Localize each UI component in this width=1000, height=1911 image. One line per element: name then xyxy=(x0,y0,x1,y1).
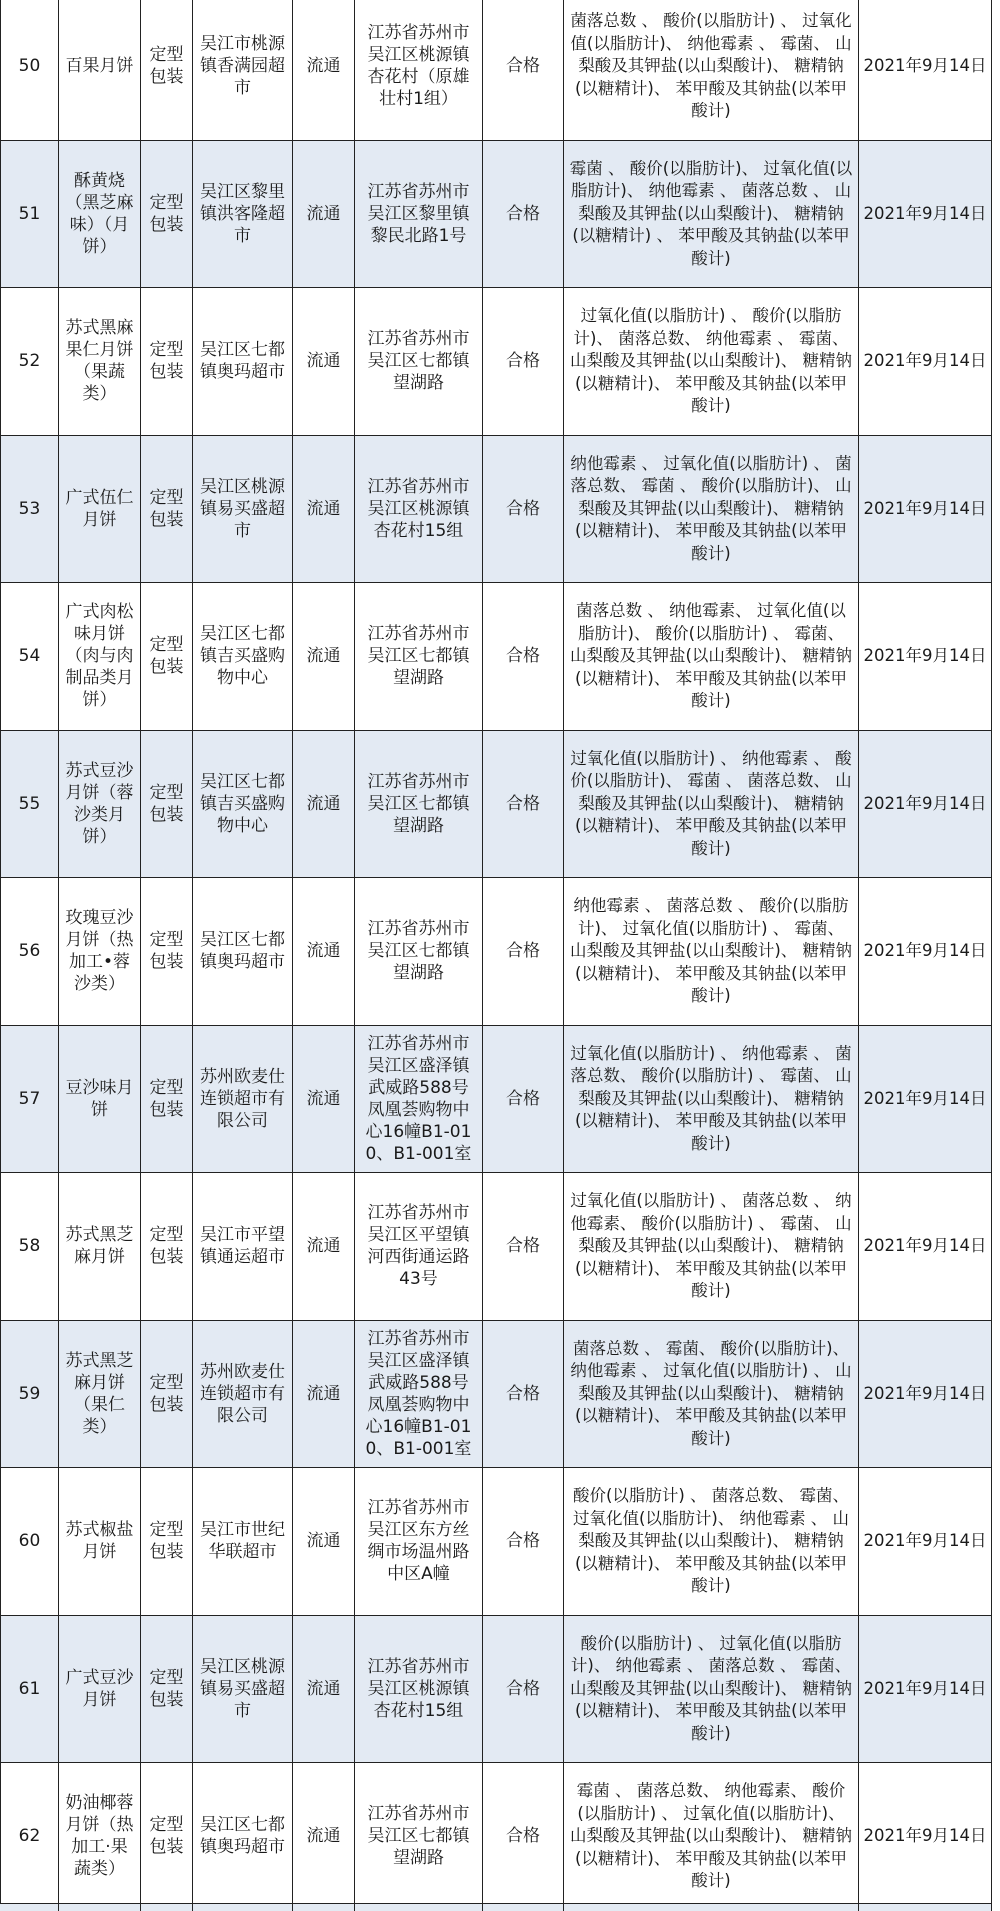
seller-address: 江苏省苏州市吴江区七都镇望湖路 xyxy=(355,878,483,1026)
sampling-link: 流通 xyxy=(293,1320,355,1468)
seller-name: 吴江区桃源镇易买盛超市 xyxy=(193,435,293,583)
seller-name: 吴江市平望镇通运超市 xyxy=(193,1173,293,1321)
product-name: 酥黄烧（黑芝麻味）（月饼） xyxy=(59,140,141,288)
test-items: 过氧化值(以脂肪计) 、 纳他霉素 、 酸价(以脂肪计)、 霉菌 、 菌落总数、 山梨酸及其钾盐(以山梨酸计)、 糖精钠(以糖精计)、 苯甲酸及其钠盐(以苯甲酸计) xyxy=(564,730,859,878)
sampling-link: 流通 xyxy=(293,140,355,288)
packaging-type: 定型包装 xyxy=(141,435,193,583)
packaging-type: 定型包装 xyxy=(141,730,193,878)
announcement-date: 2021年9月14日 xyxy=(859,1615,992,1763)
sampling-link: 流通 xyxy=(293,878,355,1026)
seller-address: 江苏省苏州市吴江区盛泽镇武威路588号凤凰荟购物中心16幢B1-010、B1-001室 xyxy=(355,1320,483,1468)
test-result: 合格 xyxy=(483,288,564,436)
test-result: 合格 xyxy=(483,0,564,140)
test-items: 霉菌 、 菌落总数、 纳他霉素、 酸价(以脂肪计) 、 过氧化值(以脂肪计)、 山梨酸及其钾盐(以山梨酸计)、 糖精钠(以糖精计)、 苯甲酸及其钠盐(以苯甲酸计) xyxy=(564,1763,859,1911)
row-number: 56 xyxy=(1,878,59,1026)
sampling-link: 流通 xyxy=(293,288,355,436)
test-result: 合格 xyxy=(483,435,564,583)
sampling-link: 流通 xyxy=(293,583,355,731)
announcement-date: 2021年9月14日 xyxy=(859,0,992,140)
sampling-link: 流通 xyxy=(293,1615,355,1763)
test-items: 过氧化值(以脂肪计) 、 菌落总数 、 纳他霉素、 酸价(以脂肪计) 、 霉菌、 山梨酸及其钾盐(以山梨酸计)、 糖精钠(以糖精计)、 苯甲酸及其钠盐(以苯甲酸计) xyxy=(564,1173,859,1321)
test-result: 合格 xyxy=(483,1173,564,1321)
row-number: 58 xyxy=(1,1173,59,1321)
seller-address: 江苏省苏州市吴江区桃源镇杏花村15组 xyxy=(355,435,483,583)
row-number: 51 xyxy=(1,140,59,288)
product-name: 广式伍仁月饼 xyxy=(59,435,141,583)
test-items: 纳他霉素 、 过氧化值(以脂肪计) 、 菌落总数、 霉菌 、 酸价(以脂肪计)、 山梨酸及其钾盐(以山梨酸计)、 糖精钠(以糖精计)、 苯甲酸及其钠盐(以苯甲酸计) xyxy=(564,435,859,583)
table-row xyxy=(1,730,992,878)
table-row xyxy=(1,140,992,288)
row-number: 57 xyxy=(1,1025,59,1173)
seller-name: 吴江区黎里镇洪客隆超市 xyxy=(193,140,293,288)
sampling-link: 流通 xyxy=(293,0,355,140)
test-items: 酸价(以脂肪计) 、 过氧化值(以脂肪计)、 纳他霉素 、 菌落总数 、 霉菌、 山梨酸及其钾盐(以山梨酸计)、 糖精钠(以糖精计)、 苯甲酸及其钠盐(以苯甲酸计) xyxy=(564,1615,859,1763)
seller-address: 江苏省苏州市吴江区黎里镇黎民北路1号 xyxy=(355,140,483,288)
sampling-link: 流通 xyxy=(293,730,355,878)
product-name: 奶油椰蓉月饼（热加工·果蔬类） xyxy=(59,1763,141,1911)
test-result: 合格 xyxy=(483,140,564,288)
seller-address: 江苏省苏州市吴江区七都镇望湖路 xyxy=(355,1763,483,1911)
test-result: 合格 xyxy=(483,1468,564,1616)
table-row xyxy=(1,583,992,731)
test-result: 合格 xyxy=(483,1615,564,1763)
product-name: 苏式黑麻果仁月饼（果蔬类） xyxy=(59,288,141,436)
sampling-link: 流通 xyxy=(293,435,355,583)
test-items: 过氧化值(以脂肪计) 、 酸价(以脂肪计)、 菌落总数、 纳他霉素 、 霉菌、 山梨酸及其钾盐(以山梨酸计)、 糖精钠(以糖精计)、 苯甲酸及其钠盐(以苯甲酸计) xyxy=(564,288,859,436)
row-number: 59 xyxy=(1,1320,59,1468)
row-number: 53 xyxy=(1,435,59,583)
seller-address: 江苏省苏州市吴江区七都镇望湖路 xyxy=(355,583,483,731)
table-row xyxy=(1,288,992,436)
test-items: 酸价(以脂肪计) 、 菌落总数、 霉菌、 过氧化值(以脂肪计)、 纳他霉素 、 山梨酸及其钾盐(以山梨酸计)、 糖精钠(以糖精计)、 苯甲酸及其钠盐(以苯甲酸计) xyxy=(564,1468,859,1616)
product-name: 玫瑰豆沙月饼（热加工•蓉沙类） xyxy=(59,878,141,1026)
test-result: 合格 xyxy=(483,730,564,878)
seller-name: 吴江区七都镇奥玛超市 xyxy=(193,878,293,1026)
seller-address: 江苏省苏州市吴江区平望镇河西街通运路43号 xyxy=(355,1173,483,1321)
announcement-date: 2021年9月14日 xyxy=(859,140,992,288)
seller-name: 吴江市桃源镇香满园超市 xyxy=(193,0,293,140)
seller-address: 江苏省苏州市吴江区桃源镇杏花村15组 xyxy=(355,1615,483,1763)
product-name: 苏式椒盐月饼 xyxy=(59,1468,141,1616)
product-name: 广式豆沙月饼 xyxy=(59,1615,141,1763)
packaging-type: 定型包装 xyxy=(141,1320,193,1468)
sampling-link: 流通 xyxy=(293,1025,355,1173)
test-result: 合格 xyxy=(483,1763,564,1911)
test-items: 菌落总数 、 酸价(以脂肪计) 、 过氧化值(以脂肪计)、 纳他霉素 、 霉菌、 山梨酸及其钾盐(以山梨酸计)、 糖精钠(以糖精计)、 苯甲酸及其钠盐(以苯甲酸计) xyxy=(564,0,859,140)
table-row xyxy=(1,1615,992,1763)
packaging-type: 定型包装 xyxy=(141,1025,193,1173)
seller-name: 吴江区桃源镇易买盛超市 xyxy=(193,1615,293,1763)
test-items: 纳他霉素 、 菌落总数 、 酸价(以脂肪计)、 过氧化值(以脂肪计) 、 霉菌、 山梨酸及其钾盐(以山梨酸计)、 糖精钠(以糖精计)、 苯甲酸及其钠盐(以苯甲酸计) xyxy=(564,878,859,1026)
table-row xyxy=(1,1763,992,1911)
row-number: 60 xyxy=(1,1468,59,1616)
sampling-link: 流通 xyxy=(293,1468,355,1616)
packaging-type: 定型包装 xyxy=(141,583,193,731)
row-number: 61 xyxy=(1,1615,59,1763)
announcement-date: 2021年9月14日 xyxy=(859,878,992,1026)
table-row xyxy=(1,1173,992,1321)
sampling-link: 流通 xyxy=(293,1173,355,1321)
table-row xyxy=(1,0,992,140)
test-result: 合格 xyxy=(483,1025,564,1173)
seller-name: 吴江区七都镇奥玛超市 xyxy=(193,288,293,436)
table-row xyxy=(1,435,992,583)
product-name: 广式肉松味月饼（肉与肉制品类月饼） xyxy=(59,583,141,731)
seller-address: 江苏省苏州市吴江区盛泽镇武威路588号凤凰荟购物中心16幢B1-010、B1-001室 xyxy=(355,1025,483,1173)
row-number: 55 xyxy=(1,730,59,878)
product-name: 百果月饼 xyxy=(59,0,141,140)
table-row xyxy=(1,1468,992,1616)
announcement-date: 2021年9月14日 xyxy=(859,288,992,436)
test-items: 菌落总数 、 霉菌、 酸价(以脂肪计)、 纳他霉素 、 过氧化值(以脂肪计) 、 山梨酸及其钾盐(以山梨酸计)、 糖精钠(以糖精计)、 苯甲酸及其钠盐(以苯甲酸计) xyxy=(564,1320,859,1468)
seller-address: 江苏省苏州市吴江区七都镇望湖路 xyxy=(355,288,483,436)
seller-name: 吴江市世纪华联超市 xyxy=(193,1468,293,1616)
test-result: 合格 xyxy=(483,583,564,731)
row-number: 54 xyxy=(1,583,59,731)
seller-name: 吴江区七都镇吉买盛购物中心 xyxy=(193,730,293,878)
table-row xyxy=(1,1025,992,1173)
seller-name: 吴江区七都镇奥玛超市 xyxy=(193,1763,293,1911)
packaging-type: 定型包装 xyxy=(141,1173,193,1321)
seller-address: 江苏省苏州市吴江区东方丝绸市场温州路中区A幢 xyxy=(355,1468,483,1616)
product-name: 苏式黑芝麻月饼（果仁类） xyxy=(59,1320,141,1468)
announcement-date: 2021年9月14日 xyxy=(859,730,992,878)
seller-name: 吴江区七都镇吉买盛购物中心 xyxy=(193,583,293,731)
seller-address: 江苏省苏州市吴江区桃源镇杏花村（原雄壮村1组） xyxy=(355,0,483,140)
test-result: 合格 xyxy=(483,1320,564,1468)
packaging-type: 定型包装 xyxy=(141,1763,193,1911)
packaging-type: 定型包装 xyxy=(141,1468,193,1616)
row-number: 50 xyxy=(1,0,59,140)
announcement-date: 2021年9月14日 xyxy=(859,583,992,731)
seller-address: 江苏省苏州市吴江区七都镇望湖路 xyxy=(355,730,483,878)
test-items: 菌落总数 、 纳他霉素、 过氧化值(以脂肪计)、 酸价(以脂肪计) 、 霉菌、 山梨酸及其钾盐(以山梨酸计)、 糖精钠(以糖精计)、 苯甲酸及其钠盐(以苯甲酸计) xyxy=(564,583,859,731)
product-name: 苏式豆沙月饼（蓉沙类月饼） xyxy=(59,730,141,878)
test-result: 合格 xyxy=(483,878,564,1026)
announcement-date: 2021年9月14日 xyxy=(859,435,992,583)
packaging-type: 定型包装 xyxy=(141,140,193,288)
seller-name: 苏州欧麦仕连锁超市有限公司 xyxy=(193,1025,293,1173)
row-number: 52 xyxy=(1,288,59,436)
announcement-date: 2021年9月14日 xyxy=(859,1025,992,1173)
test-items: 霉菌 、 酸价(以脂肪计)、 过氧化值(以脂肪计)、 纳他霉素 、 菌落总数 、 山梨酸及其钾盐(以山梨酸计)、 糖精钠(以糖精计) 、 苯甲酸及其钠盐(以苯甲酸计) xyxy=(564,140,859,288)
announcement-date: 2021年9月14日 xyxy=(859,1320,992,1468)
table-row xyxy=(1,1320,992,1468)
announcement-date: 2021年9月14日 xyxy=(859,1468,992,1616)
packaging-type: 定型包装 xyxy=(141,0,193,140)
announcement-date: 2021年9月14日 xyxy=(859,1173,992,1321)
product-name: 豆沙味月饼 xyxy=(59,1025,141,1173)
table-row xyxy=(1,878,992,1026)
packaging-type: 定型包装 xyxy=(141,1615,193,1763)
row-number: 62 xyxy=(1,1763,59,1911)
test-items: 过氧化值(以脂肪计) 、 纳他霉素 、 菌落总数、 酸价(以脂肪计) 、 霉菌、 山梨酸及其钾盐(以山梨酸计)、 糖精钠(以糖精计)、 苯甲酸及其钠盐(以苯甲酸计) xyxy=(564,1025,859,1173)
packaging-type: 定型包装 xyxy=(141,288,193,436)
table-body xyxy=(1,0,992,1910)
announcement-date: 2021年9月14日 xyxy=(859,1763,992,1911)
sampling-link: 流通 xyxy=(293,1763,355,1911)
seller-name: 苏州欧麦仕连锁超市有限公司 xyxy=(193,1320,293,1468)
packaging-type: 定型包装 xyxy=(141,878,193,1026)
product-name: 苏式黑芝麻月饼 xyxy=(59,1173,141,1321)
